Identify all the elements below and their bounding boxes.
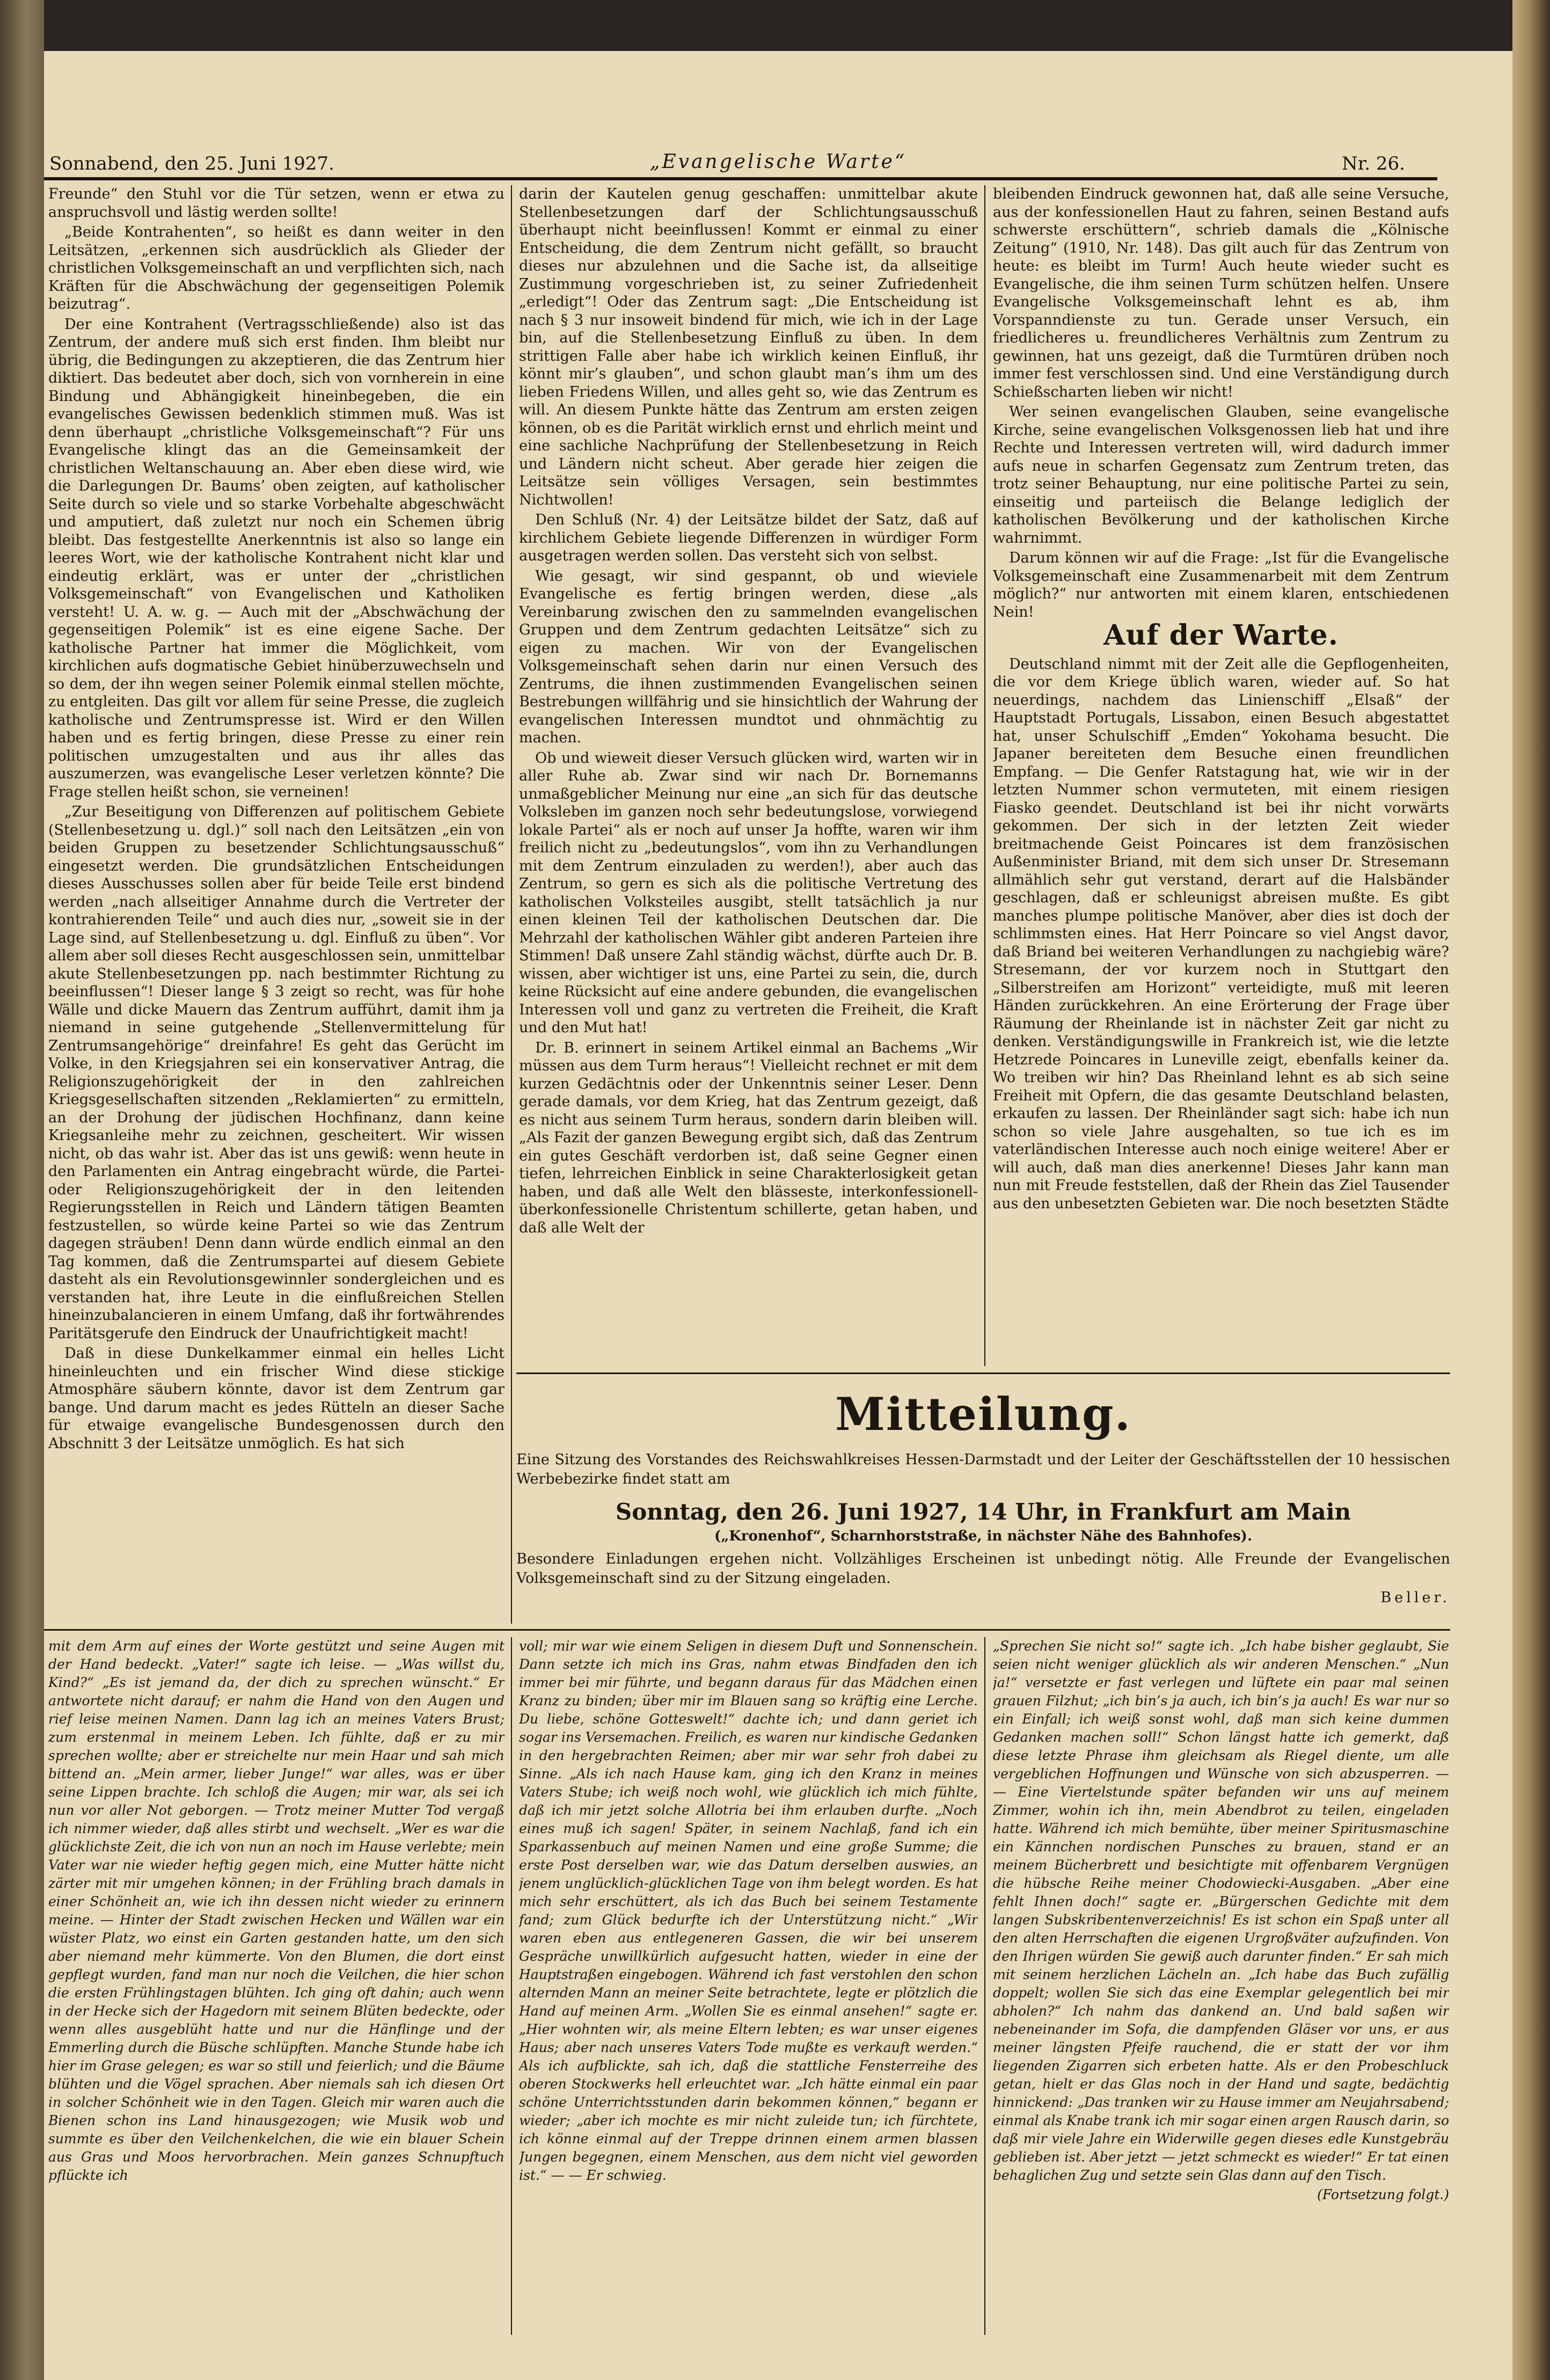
book-binding	[0, 0, 44, 2380]
col1-paragraph: Daß in diese Dunkelkammer einmal ein helles Licht hineinleuchten und ein frischer Wind diese stickige Atmosphäre säubern könnte, davor ist dem Zentrum gar bange. Und darum macht es jedes Rütteln an dieser Sache für etwaige evangelische Bundesgenossen durch den Abschnitt 3 der Leitsätze unmöglich. Es hat sich	[48, 1345, 505, 1452]
col3-paragraph: bleibenden Eindruck gewonnen hat, daß alle seine Versuche, aus der konfessionellen Haut zu fahren, seinen Bestand aufs schwerste erschüttern“, schrieb damals die „Kölnische Zeitung“ (1910, Nr. 148). Das gilt auch für das Zentrum von heute: es bleibt im Turm! Auch heute wieder sucht es Evangelische, die ihm seinen Turm schützen helfen. Unsere Evangelische Volksgemeinschaft lehnt es ab, ihm Vorspanndienste zu tun. Gerade unser Versuch, ein friedlicheres u. freundlicheres Verhältnis zum Zentrum zu gewinnen, hat uns gezeigt, daß die Turmtüren drüben noch immer fest verschlossen sind. Und eine Verständigung durch Schießscharten lieben wir nicht!	[993, 186, 1449, 400]
column-1	[48, 185, 505, 1624]
header-rule	[44, 177, 1437, 180]
column-divider	[984, 1637, 985, 2335]
notice-text: Besondere Einladungen ergehen nicht. Vollzähliges Erscheinen ist unbedingt nötig. Alle Freunde der Evangelischen Volksgemeinschaft sind zu der Sitzung eingeladen.	[516, 1551, 1450, 1587]
story-column-1	[48, 1637, 505, 2335]
col2-paragraph: Den Schluß (Nr. 4) der Leitsätze bildet der Satz, daß auf kirchlichem Gebiete liegende Differenzen in würdiger Form ausgetragen werden sollen. Das versteht sich von selbst.	[519, 512, 978, 564]
col2-paragraph: darin der Kautelen genug geschaffen: unmittelbar akute Stellenbesetzungen darf der Schlichtungsausschuß überhaupt nicht beeinflussen! Kommt er einmal zu einer Entscheidung, die dem Zentrum nicht gefällt, so braucht dieses nur abzulehnen und die Sache ist, da allseitige Zustimmung vorgeschrieben ist, zu seiner Zufriedenheit „erledigt“! Oder das Zentrum sagt: „Die Entscheidung ist nach § 3 nur insoweit bindend für mich, wie ich in der Lage bin, auf die Stellenbesetzung Einfluß zu üben. In dem strittigen Falle aber habe ich wirklich keinen Einfluß, ihr könnt mir’s glauben“, und schon glaubt man’s ihm um des lieben Friedens Willen, und alles geht so, wie das Zentrum es will. An diesem Punkte hätte das Zentrum am ersten zeigen können, ob es die Parität wirklich ernst und ehrlich meint und eine sachliche Nachprüfung der Stellenbesetzung in Reich und Ländern nicht scheut. Aber gerade hier zeigen die Leitsätze sein völliges Versagen, sein bestimmtes Nichtwollen!	[519, 186, 978, 508]
col1-paragraph: Freunde“ den Stuhl vor die Tür setzen, wenn er etwa zu anspruchsvoll und lästig werden sollte!	[48, 186, 505, 221]
page-edge	[1512, 0, 1550, 2380]
page-header	[44, 148, 1512, 180]
story-column-2	[519, 1637, 978, 2335]
col2-paragraph: Ob und wieweit dieser Versuch glücken wird, warten wir in aller Ruhe ab. Zwar sind wir nach Dr. Bornemanns unmaßgeblicher Meinung nur eine „an sich für das deutsche Volksleben im ganzen noch sehr bedeutungslose, vorwiegend lokale Partei“ als er noch auf unser Ja hoffte, waren wir ihm freilich nicht zu „bedeutungslos“, vom ihn zu Verhandlungen mit dem Zentrum einzuladen zu werden!), aber auch das Zentrum, so gern es sich als die politische Vertretung des katholischen Volksteiles ausgibt, stellt tatsächlich ja nur einen kleinen Teil der katholischen Deutschen dar. Die Mehrzahl der katholischen Wähler gibt anderen Parteien ihre Stimmen! Daß unsere Zahl ständig wächst, dürfte auch Dr. B. wissen, aber wichtiger ist uns, eine Partei zu sein, die, durch keine Rücksicht auf eine andere gebunden, die evangelischen Interessen voll und ganz zu vertreten die Freiheit, die Kraft und den Mut hat!	[519, 749, 978, 1036]
story-column-3	[993, 1637, 1449, 2335]
header-title: „Evangelische Warte“	[649, 151, 907, 173]
notice-text: Eine Sitzung des Vorstandes des Reichswahlkreises Hessen-Darmstadt und der Leiter der Geschäftsstellen der 10 hessischen Werbebezirke findet statt am	[516, 1451, 1450, 1487]
col1-paragraph: „Beide Kontrahenten“, so heißt es dann weiter in den Leitsätzen, „erkennen sich ausdrücklich als Glieder der christlichen Volksgemeinschaft an und verpflichten sich, nach Kräften für die Abschwächung der gegenseitigen Polemik beizutrag“.	[48, 224, 505, 312]
story-continued: (Fortsetzung folgt.)	[1317, 2187, 1449, 2202]
newspaper-page	[44, 51, 1512, 2380]
column-divider	[984, 185, 985, 1366]
notice-top-rule	[516, 1372, 1450, 1374]
story-text: „Sprechen Sie nicht so!“ sagte ich. „Ich habe bisher geglaubt, Sie seien nicht weniger glücklich als wir anderen Menschen.“ „Nun ja!“ versetzte er fast verlegen und lüftete ein paar mal seinen grauen Filzhut; „ich bin’s ja auch, ich bin’s ja auch! Es war nur so ein Einfall; ich weiß sonst wohl, daß man sich keine dummen Gedanken machen soll!“ Schon längst hatte ich gemerkt, daß diese letzte Phrase ihm gleichsam als Riegel diente, um alle vergeblichen Hoffnungen und Wünsche von sich abzusperren. — — Eine Viertelstunde später befanden wir uns auf meinem Zimmer, wohin ich ihn, mein Abendbrot zu teilen, eingeladen hatte. Während ich mich bemühte, über meiner Spiritusmaschine ein Kännchen nordischen Punsches zu brauen, stand er an meinem Bücherbrett und besichtigte mit offenbarem Vergnügen die hübsche Reihe meiner Chodowiecki-Ausgaben. „Aber eine fehlt Ihnen doch!“ sagte er. „Bürgerschen Gedichte mit dem langen Subskribentenverzeichnis! Es ist schon ein Spaß unter all den alten Herrschaften die eigenen Urgroßväter aufzufinden. Von den Ihrigen würden Sie gewiß auch darunter finden.“ Er sah mich mit seinem herzlichen Lächeln an. „Ich habe das Buch zufällig doppelt; wollen Sie sich das eine Exemplar gelegentlich bei mir abholen?“ Ich nahm das dankend an. Und bald saßen wir nebeneinander im Sofa, die dampfenden Gläser vor uns, er aus meiner längsten Pfeife rauchend, die er statt der vor ihm liegenden Zigarren sich erbeten hatte. Als er den Probeschluck getan, hielt er das Glas noch in der Hand und sagte, bedächtig hinnickend: „Das tranken wir zu Hause immer am Neujahrsabend; einmal als Knabe trank ich mir sogar einen argen Rausch darin, so daß mir viele Jahre ein Widerwille gegen dieses edle Kunstgebräu geblieben ist. Aber jetzt — jetzt schmeckt es wieder!“ Er tat einen behaglichen Zug und setzte sein Glas dann auf den Tisch.	[993, 1638, 1449, 2183]
col2-paragraph: Dr. B. erinnert in seinem Artikel einmal an Bachems „Wir müssen aus dem Turm heraus“! Vielleicht rechnet er mit dem kurzen Gedächtnis oder der Unkenntnis seiner Leser. Denn gerade damals, vor dem Krieg, hat das Zentrum gezeigt, daß es nicht aus seinem Turm heraus, sondern darin bleiben will. „Als Fazit der ganzen Bewegung ergibt sich, daß das Zentrum ein gutes Geschäft verdorben ist, daß seine Gegner einen tiefen, lehrreichen Einblick in seine Charakterlosigkeit getan haben, und daß alle Welt den blässeste, interkonfessionell-überkonfessionelle Christentum schillerte, getan haben, und daß alle Welt der	[519, 1039, 978, 1236]
column-2	[519, 185, 978, 1366]
col1-paragraph: „Zur Beseitigung von Differenzen auf politischem Gebiete (Stellenbesetzung u. dgl.)“ soll nach den Leitsätzen „ein von beiden Gruppen zu besetzender Schlichtungsausschuß“ eingesetzt werden. Die grundsätzlichen Entscheidungen dieses Ausschusses sollen aber für beide Teile erst bindend werden „nach allseitiger Annahme durch die Vertreter der kontrahierenden Teile“ und auch dies nur, „soweit sie in der Lage sind, auf Stellenbesetzung u. dgl. Einfluß zu üben“. Vor allem aber soll dieses Recht ausgeschlossen sein, unmittelbar akute Stellenbesetzungen pp. nach bestimmter Richtung zu beeinflussen“! Dieser lange § 3 zeigt so recht, was für hohe Wälle und dicke Mauern das Zentrum aufführt, damit ihm ja niemand in seine gutgehende „Stellenvermittelung für Zentrumsangehörige“ dreinfahre! Es geht das Gerücht im Volke, in den Kriegsjahren sei ein konservativer Antrag, die Religionszugehörigkeit der in den zahlreichen Kriegsgesellschaften sitzenden „Reklamierten“ zu ermitteln, an der Drohung der jüdischen Hochfinanz, dann keine Kriegsanleihe mehr zu zeichnen, gescheitert. Wir wissen nicht, ob das wahr ist. Aber das ist uns gewiß: wenn heute in den Parlamenten ein Antrag eingebracht würde, die Partei- oder Religionszugehörigkeit der in den leitenden Regierungsstellen in Reich und Ländern tätigen Beamten festzustellen, so würde keine Partei so wie das Zentrum dagegen sträuben! Denn dann würde endlich einmal an den Tag kommen, daß die Zentrumspartei auf diesem Gebiete dasteht als ein Revolutionsgewinnler sondergleichen und es verstanden hat, ihre Leute in die einflußreichen Stellen hineinzubalancieren in einem Umfang, daß ihr fortwährendes Paritätsgerufe den Eindruck der Unaufrichtigkeit macht!	[48, 804, 505, 1342]
story-top-rule	[44, 1629, 1450, 1631]
header-number: Nr. 26.	[1342, 153, 1405, 174]
notice-box	[516, 1388, 1450, 1606]
header-date: Sonnabend, den 25. Juni 1927.	[49, 153, 334, 174]
story-text: mit dem Arm auf eines der Worte gestützt und seine Augen mit der Hand bedeckt. „Vater!“ sagte ich leise. — „Was willst du, Kind?“ „Es ist jemand da, der dich zu sprechen wünscht.“ Er antwortete nicht darauf; er nahm die Hand von den Augen und rief leise meinen Namen. Dann lag ich an meines Vaters Brust; zum erstenmal in meinem Leben. Ich fühlte, daß er zu mir sprechen wollte; aber er streichelte nur mein Haar und sah mich bittend an. „Mein armer, lieber Junge!“ war alles, was er über seine Lippen brachte. Ich schloß die Augen; mir war, als sei ich nun vor aller Not geborgen. — Trotz meiner Mutter Tod vergaß ich nimmer wieder, daß alles stirbt und wechselt. „Wer es war die glücklichste Zeit, die ich von nun an noch im Hause verlebte; mein Vater war nie wieder heftig gegen mich, eine Mutter hätte nicht zärter mit mir umgehen können; in der Frühling brach damals in einer Schönheit an, wie ich ihn dessen nicht wieder zu erinnern meine. — Hinter der Stadt zwischen Hecken und Wällen war ein wüster Platz, wo einst ein Garten gestanden hatte, um den sich aber niemand mehr kümmerte. Von den Blumen, die dort einst gepflegt wurden, fand man nur noch die Veilchen, die hier schon die ersten Frühlingstagen blühten. Ich ging oft dahin; auch wenn in der Hecke sich der Hagedorn mit seinem Blüten bedeckte, oder wenn alles ausgeblüht hatte und nur die Hänflinge und der Emmerling durch die Büsche schlüpften. Manche Stunde habe ich hier im Grase gelegen; es war so still und feierlich; und die Bäume blühten und die Vögel sprachen. Aber niemals sah ich diesen Ort in solcher Schönheit wie in den Tagen. Gleich mir waren auch die Bienen schon ins Land hinausgezogen; wie Musik wob und summte es über den Veilchenkelchen, die wie ein blauer Schein aus Gras und Moos hervorbrachen. Mein ganzes Schnupftuch pflückte ich	[48, 1638, 505, 2183]
column-divider	[511, 1637, 512, 2335]
column-3	[993, 185, 1449, 1366]
col3-paragraph: Darum können wir auf die Frage: „Ist für die Evangelische Volksgemeinschaft eine Zusammenarbeit mit dem Zentrum möglich?“ nur antworten mit einem klaren, entschiedenen Nein!	[993, 550, 1449, 620]
col1-paragraph: Der eine Kontrahent (Vertragsschließende) also ist das Zentrum, der andere muß sich erst finden. Ihm bleibt nur übrig, die Bedingungen zu akzeptieren, die das Zentrum hier diktiert. Das bedeutet aber doch, sich von vornherein in eine Bindung und Abhängigkeit hineinbegeben, die ein evangelisches Gewissen bedenklich stimmen muß. Was ist denn überhaupt „christliche Volksgemeinschaft“? Für uns Evangelische klingt das an die Gemeinsamkeit der christlichen Weltanschauung an. Aber eben diese wird, wie die Darlegungen Dr. Baums’ oben zeigten, auf katholischer Seite durch so viele und so starke Vorbehalte abgeschwächt und amputiert, daß zuletzt nur noch ein Schemen übrig bleibt. Das festgestellte Anerkenntnis ist also so lange ein leeres Wort, wie der katholische Kontrahent nicht klar und eindeutig erklärt, was er unter der „christlichen Volksgemeinschaft“ von Evangelischen und Katholiken versteht! U. A. w. g. — Auch mit der „Abschwächung der gegenseitigen Polemik“ ist es eine eigene Sache. Der katholische Partner hat immer die Möglichkeit, vom kirchlichen aufs dogmatische Gebiet hinüberzuwechseln und so dem, der ihn wegen seiner Polemik einmal stellen möchte, zu entgleiten. Das gilt vor allem für seine Presse, die zugleich katholische und Zentrumspresse ist. Wird er den Willen haben und es fertig bringen, diese Presse zu einer rein politischen umzugestalten und aus ihr alles das auszumerzen, was evangelische Leser verletzen könnte? Die Frage stellen heißt schon, sie verneinen!	[48, 316, 505, 800]
notice-title: Mitteilung.	[835, 1388, 1131, 1441]
col2-paragraph: Wie gesagt, wir sind gespannt, ob und wieviele Evangelische es fertig bringen werden, diese „als Vereinbarung zwischen den zu sammelnden evangelischen Gruppen und dem Zentrum gedachten Leitsätze“ sich zu eigen zu machen. Wir von der Evangelischen Volksgemeinschaft sehen darin nur einen Versuch des Zentrums, die ihnen zustimmenden Evangelischen seinen Bestrebungen willfährig und sie hinsichtlich der Wahrung der evangelischen Interessen mundtot und ohnmächtig zu machen.	[519, 567, 978, 746]
notice-date-line: Sonntag, den 26. Juni 1927, 14 Uhr, in Frankfurt am Main	[615, 1499, 1351, 1525]
col3-paragraph: Wer seinen evangelischen Glauben, seine evangelische Kirche, seine evangelischen Volksgenossen lieb hat und ihre Rechte und Interessen vertreten will, wird dadurch immer aufs neue in scharfen Gegensatz zum Zentrum treten, das trotz seiner Behauptung, nur eine politische Partei zu sein, einseitig und parteiisch die Belange lediglich der katholischen Bevölkerung und der katholischen Kirche wahrnimmt.	[993, 404, 1449, 546]
col3-paragraph: Deutschland nimmt mit der Zeit alle die Gepflogenheiten, die vor dem Kriege üblich waren, wieder auf. So hat neuerdings, nachdem das Linienschiff „Elsaß“ der Hauptstadt Portugals, Lissabon, einen Besuch abgestattet hat, unser Schulschiff „Emden“ Yokohama besucht. Die Japaner bereiteten dem Besuche einen freundlichen Empfang. — Die Genfer Ratstagung hat, wie wir in der letzten Nummer schon vermuteten, mit einem riesigen Fiasko geendet. Deutschland ist bei ihr nicht vorwärts gekommen. Der sich in der letzten Zeit wieder breitmachende Geist Poincares ist dem französischen Außenminister Briand, mit dem sich unser Dr. Stresemann allmählich sehr gut verstand, derart auf die Halsbänder geschlagen, daß er schleunigst abreisen mußte. Es gibt manches plumpe politische Manöver, aber dies ist doch der schlimmsten eines. Hat Herr Poincare so viel Angst davor, daß Briand bei weiteren Verhandlungen zu nachgiebig wäre? Stresemann, der vor kurzem noch in Stuttgart den „Silberstreifen am Horizont“ verteidigte, muß mit leeren Händen zurückkehren. An eine Erörterung der Frage über Räumung der Rheinlande ist in nächster Zeit gar nicht zu denken. Verständigungswille in Frankreich ist, wie die letzte Hetzrede Poincares in Luneville zeigt, ebenfalls keiner da. Wo treiben wir hin? Das Rheinland lehnt es ab sich seine Freiheit mit Opfern, die das gesamte Deutschland belasten, erkaufen zu lassen. Der Rheinländer sagt sich: habe ich nun schon so viele Jahre ausgehalten, so tue ich es im vaterländischen Interesse auch noch einige weitere! Aber er will auch, daß man dies anerkenne! Dieses Jahr kann man nun mit Freude feststellen, daß der Rhein das Ziel Tausender aus den unbesetzten Gebieten war. Die noch besetzten Städte	[993, 655, 1449, 1212]
notice-signature: Beller.	[1380, 1589, 1450, 1606]
column-divider	[511, 185, 512, 1624]
section-title: Auf der Warte.	[1103, 619, 1339, 652]
story-text: voll; mir war wie einem Seligen in diesem Duft und Sonnenschein. Dann setzte ich mich ins Gras, nahm etwas Bindfaden den ich immer bei mir führte, und begann daraus für das Mädchen einen Kranz zu binden; über mir im Blauen sang so kräftig eine Lerche. Du liebe, schöne Gotteswelt!“ dachte ich; und dann geriet ich sogar ins Versemachen. Freilich, es waren nur kindische Gedanken in den hergebrachten Reimen; aber mir war sehr froh dabei zu Sinne. „Als ich nach Hause kam, ging ich den Kranz in meines Vaters Stube; ich weiß noch wohl, wie glücklich ich mich fühlte, daß ich mir jetzt solche Allotria bei ihm erlauben durfte. „Noch eines muß ich sagen! Später, in seinem Nachlaß, fand ich ein Sparkassenbuch auf meinen Namen und eine große Summe; die erste Post derselben war, wie das Datum derselben auswies, an jenem unglücklich-glücklichen Tage von ihm belegt worden. Es hat mich sehr erschüttert, als ich das Buch bei seinem Testamente fand; zum Glück bedurfte ich der Unterstützung nicht.“ „Wir waren eben aus entlegeneren Gassen, die wir bei unserem Gespräche unwillkürlich aufgesucht hatten, wieder in eine der Hauptstraßen eingebogen. Während ich fast verstohlen den schon alternden Mann an meiner Seite betrachtete, legte er plötzlich die Hand auf meinen Arm. „Wollen Sie es einmal ansehen!“ sagte er. „Hier wohnten wir, als meine Eltern lebten; es war unser eigenes Haus; aber nach unseres Vaters Tode mußte es verkauft werden.“ Als ich aufblickte, sah ich, daß die stattliche Fensterreihe des oberen Stockwerks hell erleuchtet war. „Ich hätte einmal ein paar schöne Unterrichtsstunden darin bekommen können,“ begann er wieder; „aber ich mochte es mir nicht zuleide tun; ich fürchtete, ich könne einmal auf der Treppe drinnen einem armen blassen Jungen begegnen, einem Menschen, aus dem nicht viel geworden ist.“ — — Er schwieg.	[519, 1638, 978, 2183]
notice-venue: („Kronenhof“, Scharnhorststraße, in nächster Nähe des Bahnhofes).	[714, 1528, 1253, 1544]
